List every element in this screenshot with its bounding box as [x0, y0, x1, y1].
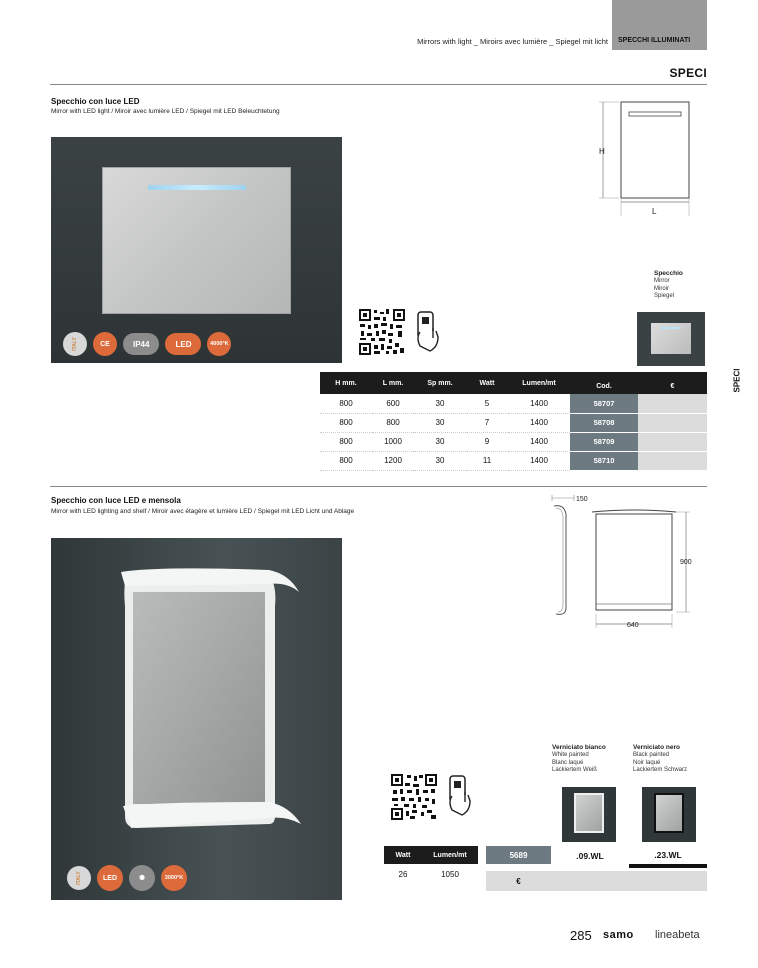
smartphone-scan-icon — [446, 774, 470, 814]
col-sp: Sp mm. — [414, 372, 466, 394]
breadcrumb: Mirrors with light _ Miroirs avec lumière _ Spiegel mit licht — [417, 37, 608, 46]
side-section-tab — [733, 368, 747, 398]
dim-h-label: H — [599, 147, 605, 156]
col-lumen: Lumen/mt — [422, 846, 478, 864]
product1-badges — [63, 332, 231, 356]
smartphone-scan-icon — [414, 310, 438, 350]
table-row: 800 600 30 5 1400 58707 — [320, 394, 707, 413]
table-row: 26 1050 — [398, 869, 459, 879]
kelvin-badge: 4000°K — [207, 332, 231, 356]
dim-width-label: 640 — [627, 622, 639, 629]
table-row: 800 800 30 7 1400 58708 — [320, 413, 707, 432]
price-cell — [638, 432, 707, 451]
product2-currency: € — [486, 871, 551, 891]
product1-spec-table — [320, 372, 707, 471]
side-section-label: SPECI — [732, 368, 742, 393]
product1-dimension-drawing — [595, 98, 695, 220]
finish-white-image — [562, 787, 616, 842]
section-title: SPECI — [669, 66, 707, 80]
category-tab-label: SPECCHI ILLUMINATI — [618, 37, 691, 44]
led-badge: LED — [97, 865, 123, 891]
col-code: Cod. — [570, 372, 638, 394]
page-number: 285 — [570, 928, 592, 943]
price-cell — [638, 413, 707, 432]
category-tab — [612, 0, 707, 50]
product-code: 58710 — [570, 451, 638, 470]
brand-logo: samo — [603, 929, 634, 941]
col-l: L mm. — [372, 372, 414, 394]
product2-title: Specchio con luce LED e mensola — [51, 496, 181, 505]
product2-dimension-drawing — [540, 494, 700, 630]
product-code: 58707 — [570, 394, 638, 413]
product-code: 58709 — [570, 432, 638, 451]
price-cell — [638, 451, 707, 470]
product1-subtitle: Mirror with LED light / Miroir avec lumière LED / Spiegel mit LED Beleuchtetung — [51, 108, 280, 115]
col-watt: Watt — [384, 846, 422, 864]
brand-line-logo: lineabeta — [655, 929, 700, 941]
table-row: 800 1000 30 9 1400 58709 — [320, 432, 707, 451]
swatch-mirror-image — [637, 312, 705, 366]
finish-white-sub: White painted Blanc laqué Lackiertem Weiß — [552, 752, 597, 773]
swatch-mirror-title: Specchio — [654, 270, 683, 277]
dim-height-label: 900 — [680, 559, 692, 566]
shelf-mirror-image — [119, 566, 309, 836]
swatch-mirror-sub: Mirror Miroir Spiegel — [654, 278, 675, 299]
product2-badges — [67, 865, 187, 891]
qr-code[interactable] — [390, 773, 438, 821]
col-lumen: Lumen/mt — [508, 372, 570, 394]
product-code: 58708 — [570, 413, 638, 432]
col-watt: Watt — [466, 372, 508, 394]
finish-black-image — [642, 787, 696, 842]
finish-black-code: .23.WL — [629, 846, 707, 868]
light-rays-icon: ✺ — [129, 865, 155, 891]
italy-flag-icon: ITALY — [63, 332, 87, 356]
italy-flag-icon: ITALY — [67, 866, 91, 890]
led-badge: LED — [165, 333, 201, 355]
ce-mark-icon: CE — [93, 332, 117, 356]
product2-photo — [51, 538, 342, 900]
col-h: H mm. — [320, 372, 372, 394]
dim-depth-label: 150 — [576, 496, 588, 503]
dim-l-label: L — [652, 207, 657, 216]
divider — [50, 84, 707, 85]
finish-white-title: Verniciato bianco — [552, 744, 606, 751]
led-bar — [148, 185, 246, 190]
mirror-image — [102, 167, 291, 314]
product1-title: Specchio con luce LED — [51, 97, 140, 106]
qr-code[interactable] — [358, 308, 406, 356]
finish-white-code: .09.WL — [551, 846, 629, 868]
product2-code: 5689 — [486, 846, 551, 864]
table-row: 800 1200 30 11 1400 58710 — [320, 451, 707, 470]
col-price: € — [638, 372, 707, 394]
divider — [50, 486, 707, 487]
kelvin-badge: 3000°K — [161, 865, 187, 891]
finish-black-sub: Black painted Noir laqué Lackiertem Schwarz — [633, 752, 688, 773]
finish-black-title: Verniciato nero — [633, 744, 680, 751]
price-cell — [551, 871, 707, 891]
product2-spec-table — [384, 846, 478, 884]
price-cell — [638, 394, 707, 413]
ip44-badge: IP44 — [123, 333, 159, 355]
product2-subtitle: Mirror with LED lighting and shelf / Miroir avec étagère et lumière LED / Spiegel mit LED Licht und Ablage — [51, 508, 355, 515]
product1-photo — [51, 137, 342, 363]
